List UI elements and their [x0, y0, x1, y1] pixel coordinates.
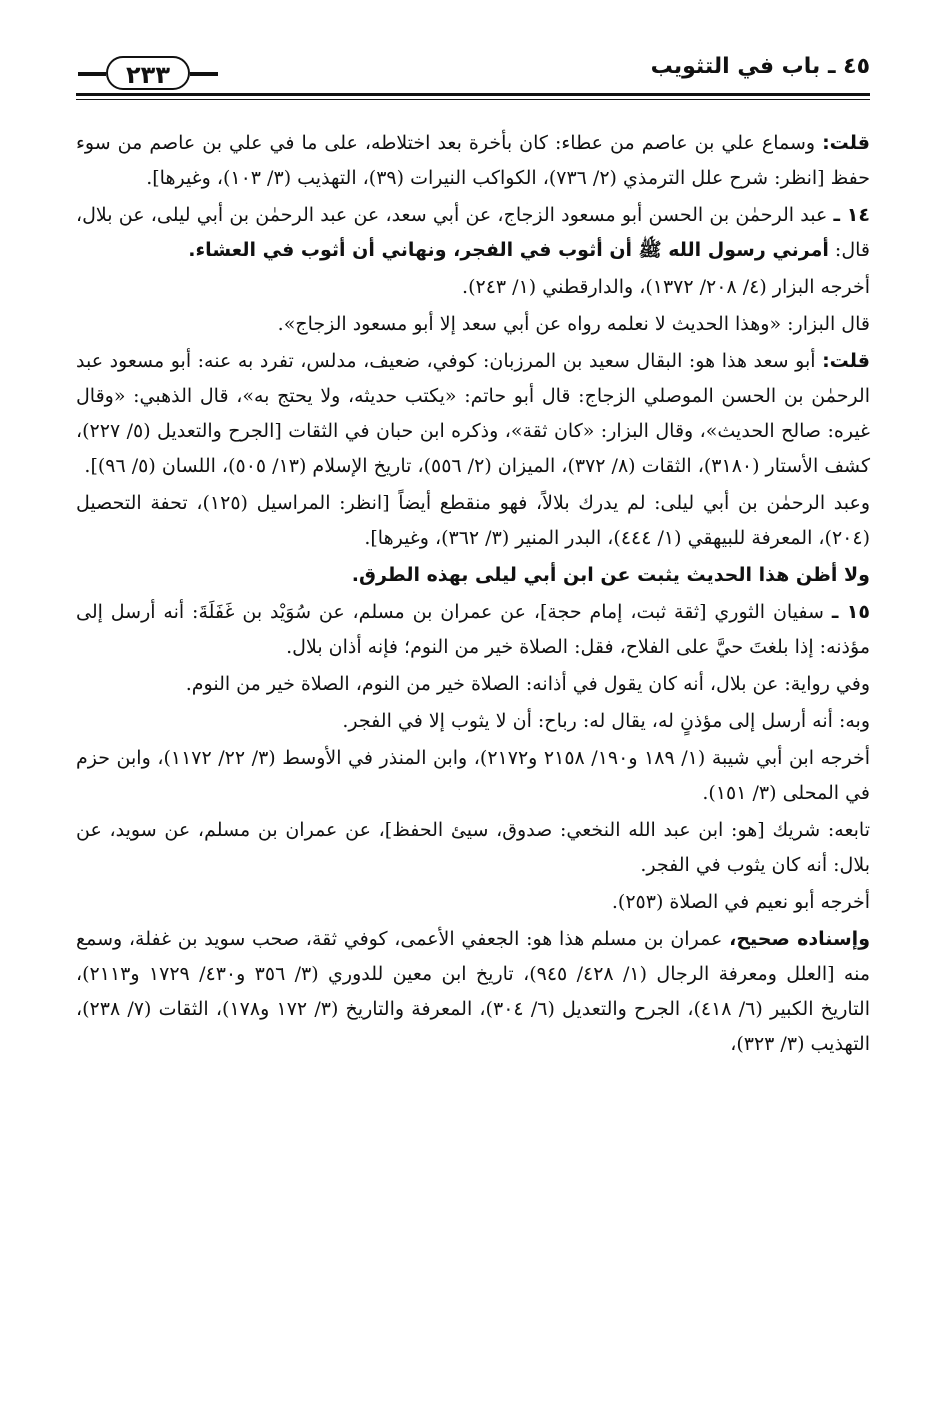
paragraph-10 — [76, 704, 870, 739]
paragraph-text: قال البزار: «وهذا الحديث لا نعلمه رواه عن أبي سعد إلا أبو مسعود الزجاج». — [277, 313, 870, 335]
paragraph-13 — [76, 885, 870, 920]
paragraph-text: وفي رواية: عن بلال، أنه كان يقول في أذانه: الصلاة خير من النوم، الصلاة خير من النوم. — [185, 673, 870, 695]
paragraph-lead: قلت: — [822, 350, 870, 372]
chapter-title: ٤٥ ـ باب في التثويب — [650, 54, 870, 79]
paragraph-text: أخرجه ابن أبي شيبة (١/ ١٨٩ و١٩٠/ ٢١٥٨ و٢١٧٢)، وابن المنذر في الأوسط (٣/ ٢٢/ ١١٧٢)، وابن حزم في المحلى (٣/ ١٥١). — [76, 747, 870, 804]
paragraph-text: وسماع علي بن عاصم من عطاء: كان بأخرة بعد اختلاطه، على ما في علي بن عاصم من سوء حفظ [انظر: شرح علل الترمذي (٢/ ٧٣٦)، الكواكب النيرات (٣٩)، التهذيب (٣/ ١٠٣)، وغيرها]. — [76, 132, 870, 189]
paragraph-lead: قلت: — [822, 132, 870, 154]
paragraph-text: أبو سعد هذا هو: البقال سعيد بن المرزبان: كوفي، ضعيف، مدلس، تفرد به عنه: أبو مسعود عبد الرحمٰن بن الحسن الموصلي الزجاج: قال أبو حاتم: «يكتب حديثه، ولا يحتج به»، قال الذهبي: «وقال غيره: صالح الحديث»، وقال البزار: «كان ثقة»، وذكره ابن حبان في الثقات [الجرح والتعديل (٥/ ٢٢٧)، كشف الأستار (٣١٨٠)، الثقات (٨/ ٣٧٢)، الميزان (٢/ ٥٥٦)، تاريخ الإسلام (١٣/ ٥٠٥)، اللسان (٥/ ٩٦)]. — [76, 350, 870, 477]
paragraph-lead: وإسناده صحيح، — [729, 928, 871, 950]
paragraph-5 — [76, 344, 870, 484]
conclusion-text: ولا أظن هذا الحديث يثبت عن ابن أبي ليلى بهذه الطرق. — [351, 564, 870, 586]
paragraph-text: سفيان الثوري [ثقة ثبت، إمام حجة]، عن عمران بن مسلم، عن سُوَيْد بن غَفَلَةَ: أنه أرسل إلى مؤذنه: إذا بلغتَ حيَّ على الفلاح، فقل: الصلاة خير من النوم؛ فإنه أذان بلال. — [76, 601, 870, 658]
paragraph-text: أخرجه أبو نعيم في الصلاة (٢٥٣). — [611, 891, 870, 913]
paragraph-6 — [76, 486, 870, 556]
page-body — [76, 126, 870, 1062]
paragraph-text: وبه: أنه أرسل إلى مؤذنٍ له، يقال له: رباح: أن لا يثوب إلا في الفجر. — [342, 710, 870, 732]
paragraph-9 — [76, 667, 870, 702]
paragraph-12 — [76, 813, 870, 883]
page-header — [76, 0, 870, 96]
paragraph-14 — [76, 922, 870, 1062]
paragraph-8 — [76, 595, 870, 665]
paragraph-3 — [76, 270, 870, 305]
ornament-line-right — [190, 72, 218, 76]
paragraph-1 — [76, 126, 870, 196]
paragraph-text: أخرجه البزار (٤/ ٢٠٨/ ١٣٧٢)، والدارقطني (١/ ٢٤٣). — [462, 276, 870, 298]
hadith-number: ١٤ ـ — [833, 204, 870, 226]
page-number-badge: ٢٣٣ — [106, 56, 190, 90]
paragraph-text: تابعه: شريك [هو: ابن عبد الله النخعي: صدوق، سيئ الحفظ]، عن عمران بن مسلم، عن سويد، عن بلال: أنه كان يثوب في الفجر. — [76, 819, 870, 876]
paragraph-7 — [76, 558, 870, 593]
paragraph-text: وعبد الرحمٰن بن أبي ليلى: لم يدرك بلالاً، فهو منقطع أيضاً [انظر: المراسيل (١٢٥)، تحفة التحصيل (٢٠٤)، المعرفة للبيهقي (١/ ٤٤٤)، البدر المنير (٣/ ٣٦٢)، وغيرها]. — [76, 492, 871, 549]
paragraph-2 — [76, 198, 870, 268]
hadith-number: ١٥ ـ — [831, 601, 870, 623]
hadith-text: أمرني رسول الله ﷺ أن أثوب في الفجر، ونهاني أن أثوب في العشاء. — [188, 239, 829, 261]
ornament-line-left — [78, 72, 106, 76]
paragraph-4 — [76, 307, 870, 342]
paragraph-text: عمران بن مسلم هذا هو: الجعفي الأعمى، كوفي ثقة، صحب سويد بن غفلة، وسمع منه [العلل ومعرفة الرجال (١/ ٤٢٨/ ٩٤٥)، تاريخ ابن معين للدوري (٣/ ٣٥٦ و٤٣٠/ ١٧٢٩ و٢١١٣)، التاريخ الكبير (٦/ ٤١٨)، الجرح والتعديل (٦/ ٣٠٤)، المعرفة والتاريخ (٣/ ١٧٢ و١٧٨)، الثقات (٧/ ٢٣٨)، التهذيب (٣/ ٣٢٣)، — [76, 928, 871, 1055]
paragraph-11 — [76, 741, 870, 811]
paragraph-text: عبد الرحمٰن بن الحسن أبو مسعود الزجاج، عن أبي سعد، عن عبد الرحمٰن بن أبي ليلى، عن بلال، قال: — [76, 204, 870, 261]
